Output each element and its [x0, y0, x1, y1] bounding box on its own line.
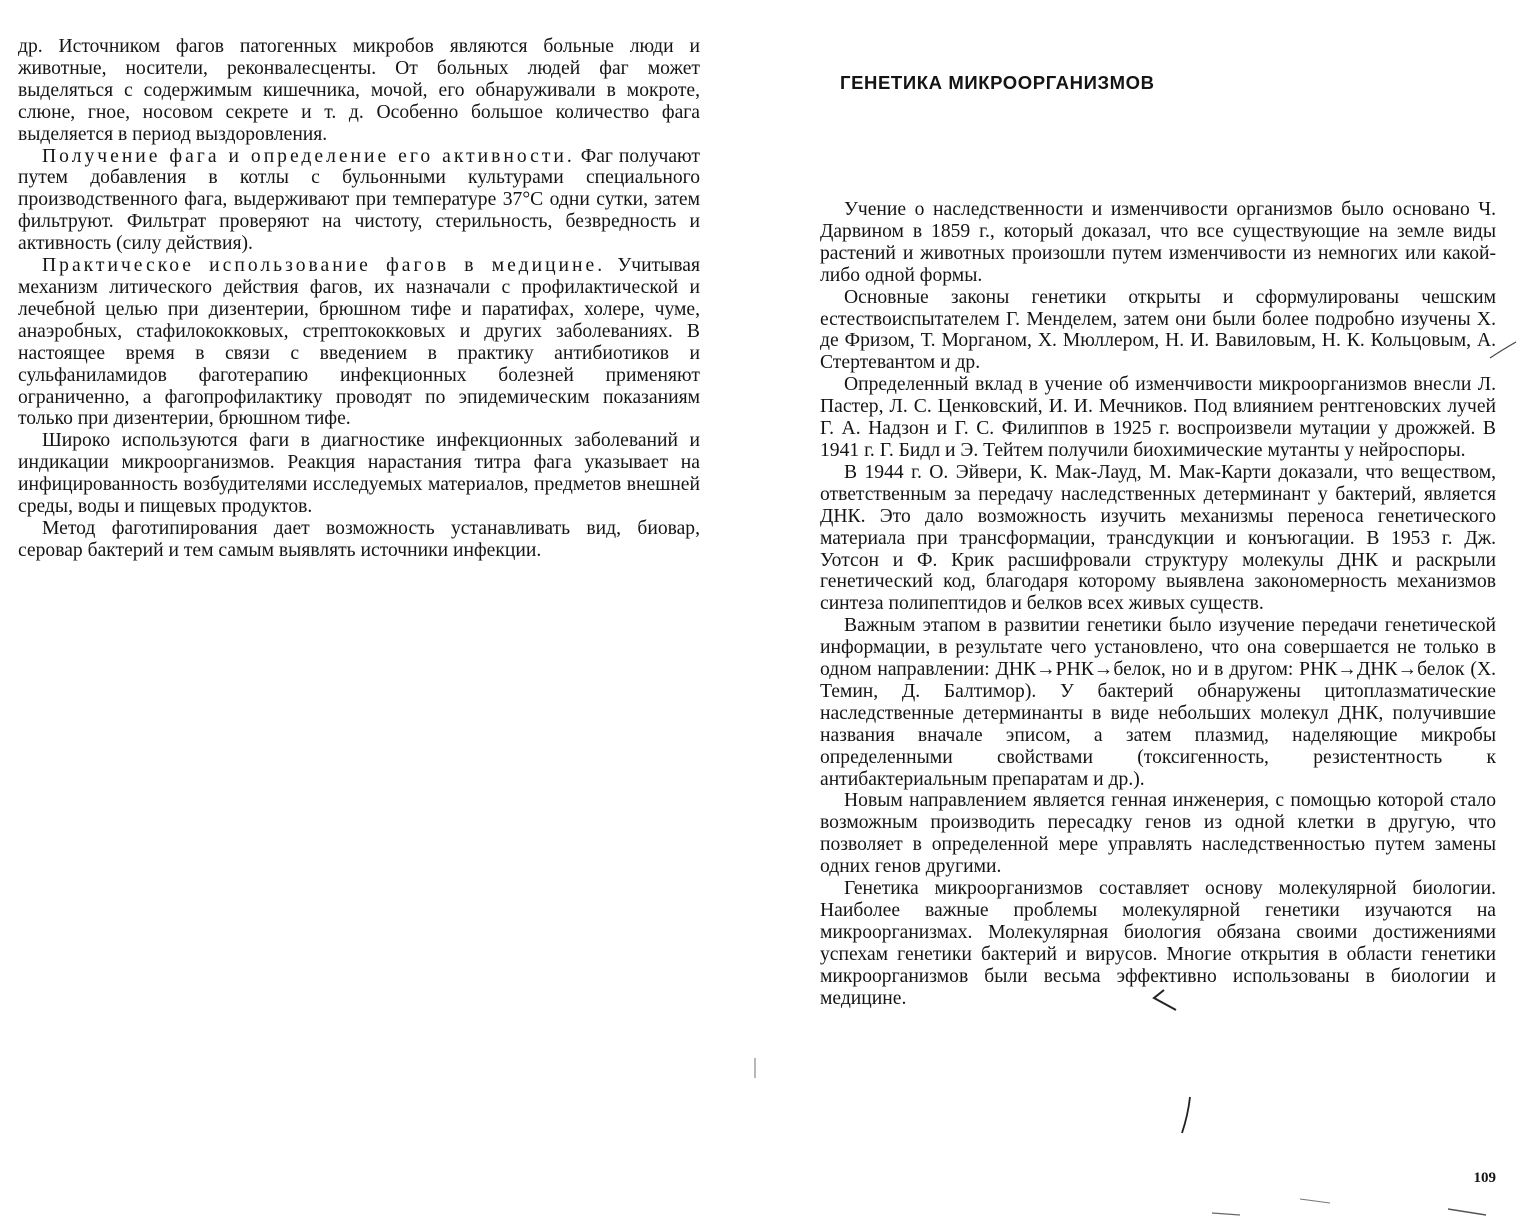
left-paragraph-5: [18, 518, 700, 562]
right-paragraph-2: Основные законы генетики открыты и сформулированы чешским естествоиспытателем Г. Менделем, затем они были более подробно изучены Х. де Фризом, Т. Морганом, Х. Мюллером, Н. И. Вавиловым, Н. К. Кольцовым, А. Стертевантом и др.: [820, 286, 1496, 374]
right-paragraph-6: Новым направлением является генная инженерия, с помощью которой стало возможным производить пересадку генов из одной клетки в другую, что позволяет в определенной мере управлять наследственностью путем замены одних генов другими.: [820, 790, 1496, 878]
left-page: [18, 36, 700, 562]
section-heading-phage-production: Получение фага и определение его активности.: [42, 145, 575, 167]
chapter-body: [820, 199, 1496, 1010]
right-paragraph-4: В 1944 г. О. Эйвери, К. Мак-Лауд, М. Мак-Карти доказали, что веществом, ответственным за передачу наследственных детерминант у бактерий, является ДНК. Это дало возможность изучить механизмы переноса генетического материала при трансформации, трансдукции и конъюгации. В 1953 г. Дж. Уотсон и Ф. Крик расшифровали структуру молекулы ДНК и раскрыли генетический код, благодаря которому выявлена закономерность механизмов синтеза полипептидов и белков всех живых существ.: [820, 461, 1496, 615]
right-page: [820, 0, 1496, 1218]
left-paragraph-4: [18, 430, 700, 518]
scan-dash-bottom: [1210, 1195, 1490, 1217]
left-paragraph-2: [18, 146, 700, 256]
right-paragraph-1: Учение о наследственности и изменчивости организмов было основано Ч. Дарвином в 1859 г., который доказал, что все существующие на земле виды растений и животных произошли путем изменчивости из немногих или какой-либо одной формы.: [820, 199, 1496, 286]
left-paragraph-1: [18, 36, 700, 146]
paragraph-text: Метод фаготипирования дает возможность устанавливать вид, биовар, серовар бактерий и тем самым выявлять источники инфекции.: [18, 517, 700, 561]
paragraph-text: Широко используются фаги в диагностике инфекционных заболеваний и индикации микроорганизмов. Реакция нарастания титра фага указывает на инфицированность возбудителями исследуемых материалов, предметов внешней среды, воды и пищевых продуктов.: [18, 430, 700, 518]
pencil-mark-tick: [1150, 988, 1178, 1012]
scan-line-mark: [752, 1058, 758, 1078]
chapter-title: ГЕНЕТИКА МИКРООРГАНИЗМОВ: [840, 72, 1155, 93]
page-number: 109: [1473, 1170, 1496, 1186]
paragraph-text: др. Источником фагов патогенных микробов являются больные люди и животные, носители, реконвалесценты. От больных людей фаг может выделяться с содержимым кишечника, мочой, его обнаруживали в мокроте, слюне, гное, носовом секрете и т. д. Особенно большое количество фага выделяется в период выздоровления.: [18, 36, 700, 145]
paragraph-text: Фаг получают путем добавления в котлы с бульонными культурами специального производственного фага, выдерживают при температуре 37°С одни сутки, затем фильтруют. Фильтрат проверяют на чистоту, стерильность, безвредность и активность (силу действия).: [18, 145, 700, 255]
right-paragraph-5: Важным этапом в развитии генетики было изучение передачи генетической информации, в результате чего установлено, что она совершается не только в одном направлении: ДНК→РНК→белок, но и в другом: РНК→ДНК→белок (Х. Темин, Д. Балтимор). У бактерий обнаружены цитоплазматические наследственные детерминанты в виде небольших молекул ДНК, получившие названия вначале эписом, а затем плазмид, наделяющие микробы определенными свойствами (токсигенность, резистентность к антибактериальным препаратам и др.).: [820, 615, 1496, 790]
pencil-mark-stroke: [1180, 1095, 1196, 1135]
left-paragraph-3: [18, 255, 700, 430]
section-heading-phage-medicine: Практическое использование фагов в медицине.: [42, 255, 606, 277]
pencil-mark-margin: [1488, 340, 1518, 362]
right-paragraph-7: Генетика микроорганизмов составляет основу молекулярной биологии. Наиболее важные проблемы молекулярной генетики изучаются на микроорганизмах. Молекулярная биология обязана своими достижениями успехам генетики бактерий и вирусов. Многие открытия в области генетики микроорганизмов были весьма эффективно использованы в биологии и медицине.: [820, 878, 1496, 1009]
right-paragraph-3: Определенный вклад в учение об изменчивости микроорганизмов внесли Л. Пастер, Л. С. Ценковский, И. И. Мечников. Под влиянием рентгеновских лучей Г. А. Надзон и Г. С. Филиппов в 1925 г. воспроизвели мутации у дрожжей. В 1941 г. Г. Бидл и Э. Тейтем получили биохимические мутанты у нейроспоры.: [820, 374, 1496, 461]
paragraph-text: Учитывая механизм литического действия фагов, их назначали с профилактической и лечебной целью при дизентерии, брюшном тифе и паратифах, холере, чуме, анаэробных, стафилококковых, стрептококковых и других заболеваниях. В настоящее время в связи с введением в практику антибиотиков и сульфаниламидов фаготерапию инфекционных болезней применяют ограниченно, а фагопрофилактику проводят по эпидемическим показаниям только при дизентерии, брюшном тифе.: [18, 255, 700, 430]
